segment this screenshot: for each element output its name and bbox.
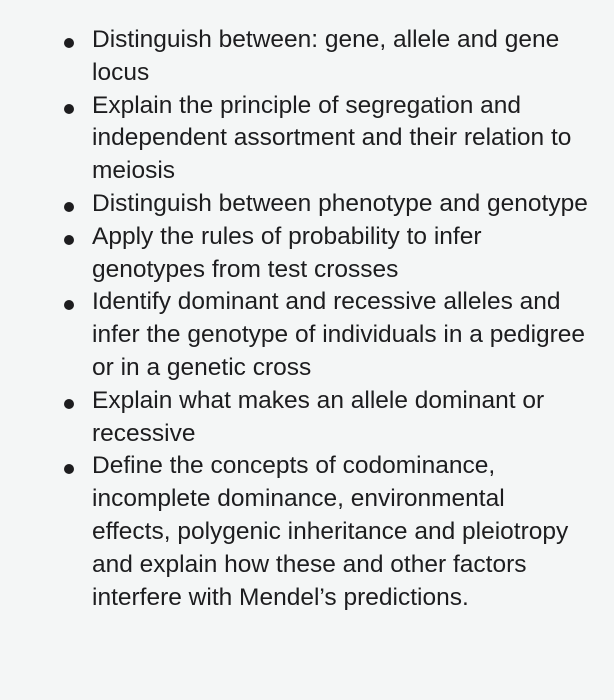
objective-item: [62, 286, 588, 384]
objective-text: Distinguish between: gene, allele and gene locus: [92, 26, 560, 86]
objective-item: [62, 221, 588, 287]
bullet-icon: [64, 202, 74, 212]
bullet-icon: [64, 38, 74, 48]
bullet-icon: [64, 300, 74, 310]
objective-text: Define the concepts of codominance, incomplete dominance, environmental effects, polygenic inheritance and pleiotropy and explain how these and other factors interfere with Mendel’s predictions.: [92, 452, 569, 611]
objective-item: [62, 188, 588, 221]
bullet-icon: [64, 399, 74, 409]
objectives-list: [62, 24, 588, 614]
objective-item: [62, 24, 588, 90]
bullet-icon: [64, 104, 74, 114]
objective-item: [62, 385, 588, 451]
objective-text: Identify dominant and recessive alleles and infer the genotype of individuals in a pedigree or in a genetic cross: [92, 288, 586, 381]
objective-text: Explain what makes an allele dominant or recessive: [92, 386, 545, 447]
objective-text: Explain the principle of segregation and independent assortment and their relation to meiosis: [92, 91, 572, 185]
bullet-icon: [64, 235, 74, 245]
objective-item: [62, 90, 588, 188]
objective-item: [62, 450, 588, 614]
objective-text: Distinguish between phenotype and genotype: [92, 189, 588, 217]
objective-text: Apply the rules of probability to infer genotypes from test crosses: [92, 222, 482, 283]
bullet-icon: [64, 464, 74, 474]
